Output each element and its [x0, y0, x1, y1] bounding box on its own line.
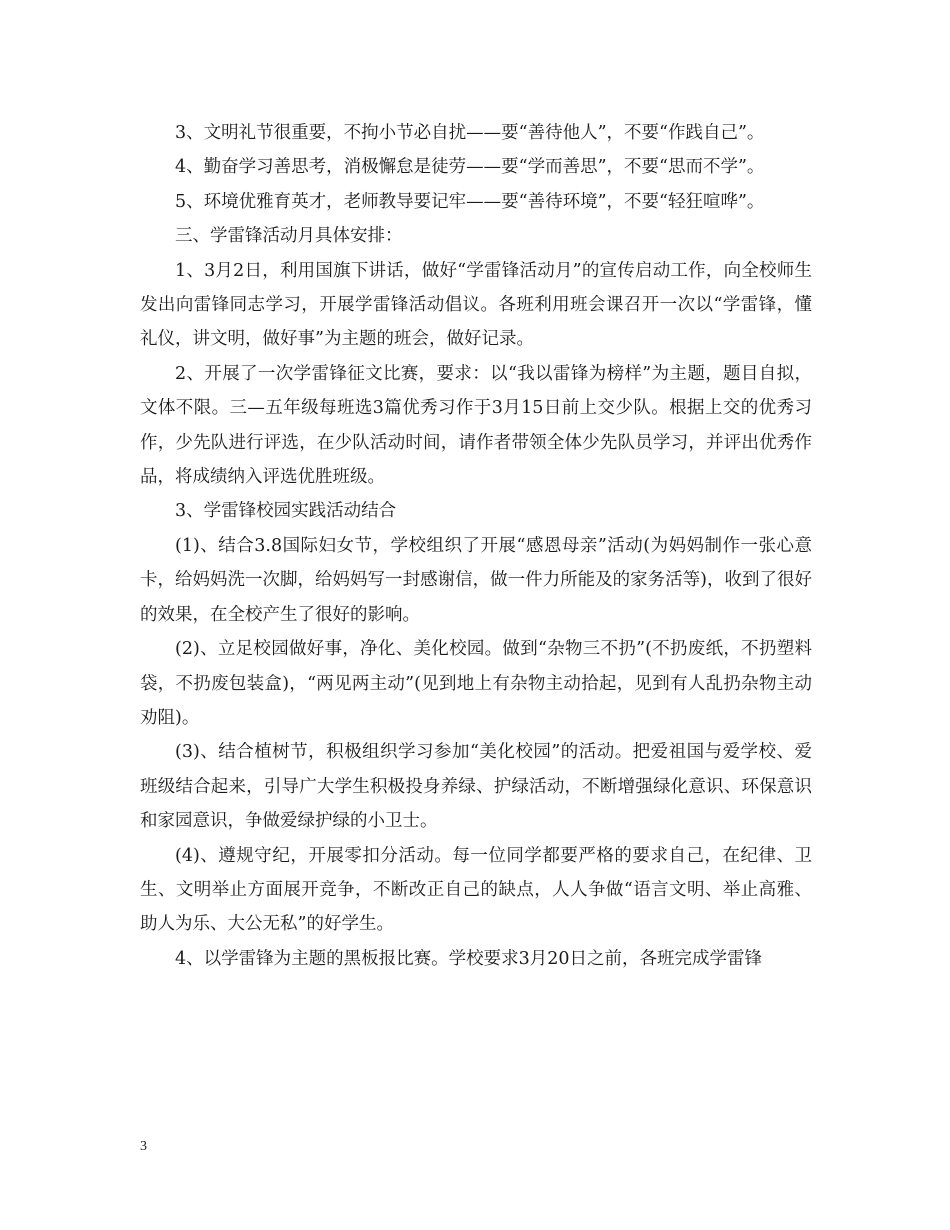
- paragraph: 4、以学雷锋为主题的黑板报比赛。学校要求3月20日之前，各班完成学雷锋: [175, 948, 763, 969]
- paragraph: 2、开展了一次学雷锋征文比赛，要求：以“我以雷锋为榜样”为主题，题目自拟，文体不限。三—五年级每班选3篇优秀习作于3月15日前上交少队。根据上交的优秀习作，少先队进行评选，在少队活动时间，请作者带领全体少先队员学习，并评出优秀作品，将成绩纳入评选优胜班级。: [140, 363, 812, 488]
- paragraph: 4、勤奋学习善思考，消极懈怠是徒劳——要“学而善思”，不要“思而不学”。: [175, 157, 765, 178]
- paragraph: 5、环境优雅育英才，老师教导要记牢——要“善待环境”，不要“轻狂喧哗”。: [175, 191, 765, 212]
- paragraph: (3)、结合植树节，积极组织学习参加“美化校园”的活动。把爱祖国与爱学校、爱班级结合起来，引导广大学生积极投身养绿、护绿活动，不断增强绿化意识、环保意识和家园意识，争做爱绿护绿的小卫士。: [140, 742, 812, 832]
- page-number: 3: [140, 1139, 147, 1154]
- paragraph: 1、3月2日，利用国旗下讲话，做好“学雷锋活动月”的宣传启动工作，向全校师生发出向雷锋同志学习，开展学雷锋活动倡议。各班利用班会课召开一次以“学雷锋，懂礼仪，讲文明，做好事”为主题的班会，做好记录。: [140, 260, 812, 350]
- section-heading: 三、学雷锋活动月具体安排：: [175, 226, 403, 247]
- paragraph: (4)、遵规守纪，开展零扣分活动。每一位同学都要严格的要求自己，在纪律、卫生、文明举止方面展开竞争，不断改正自己的缺点，人人争做“语言文明、举止高雅、助人为乐、大公无私”的好学生。: [140, 845, 812, 935]
- document-body: [140, 116, 812, 976]
- paragraph: 3、学雷锋校园实践活动结合: [175, 501, 397, 522]
- paragraph: (2)、立足校园做好事，净化、美化校园。做到“杂物三不扔”(不扔废纸，不扔塑料袋，不扔废包装盒)，“两见两主动”(见到地上有杂物主动拾起，见到有人乱扔杂物主动劝阻)。: [140, 639, 812, 728]
- paragraph: 3、文明礼节很重要，不拘小节必自扰——要“善待他人”，不要“作践自己”。: [175, 123, 765, 143]
- paragraph: (1)、结合3.8国际妇女节，学校组织了开展“感恩母亲”活动(为妈妈制作一张心意卡，给妈妈洗一次脚，给妈妈写一封感谢信，做一件力所能及的家务活等)，收到了很好的效果，在全校产生了很好的影响。: [140, 535, 812, 625]
